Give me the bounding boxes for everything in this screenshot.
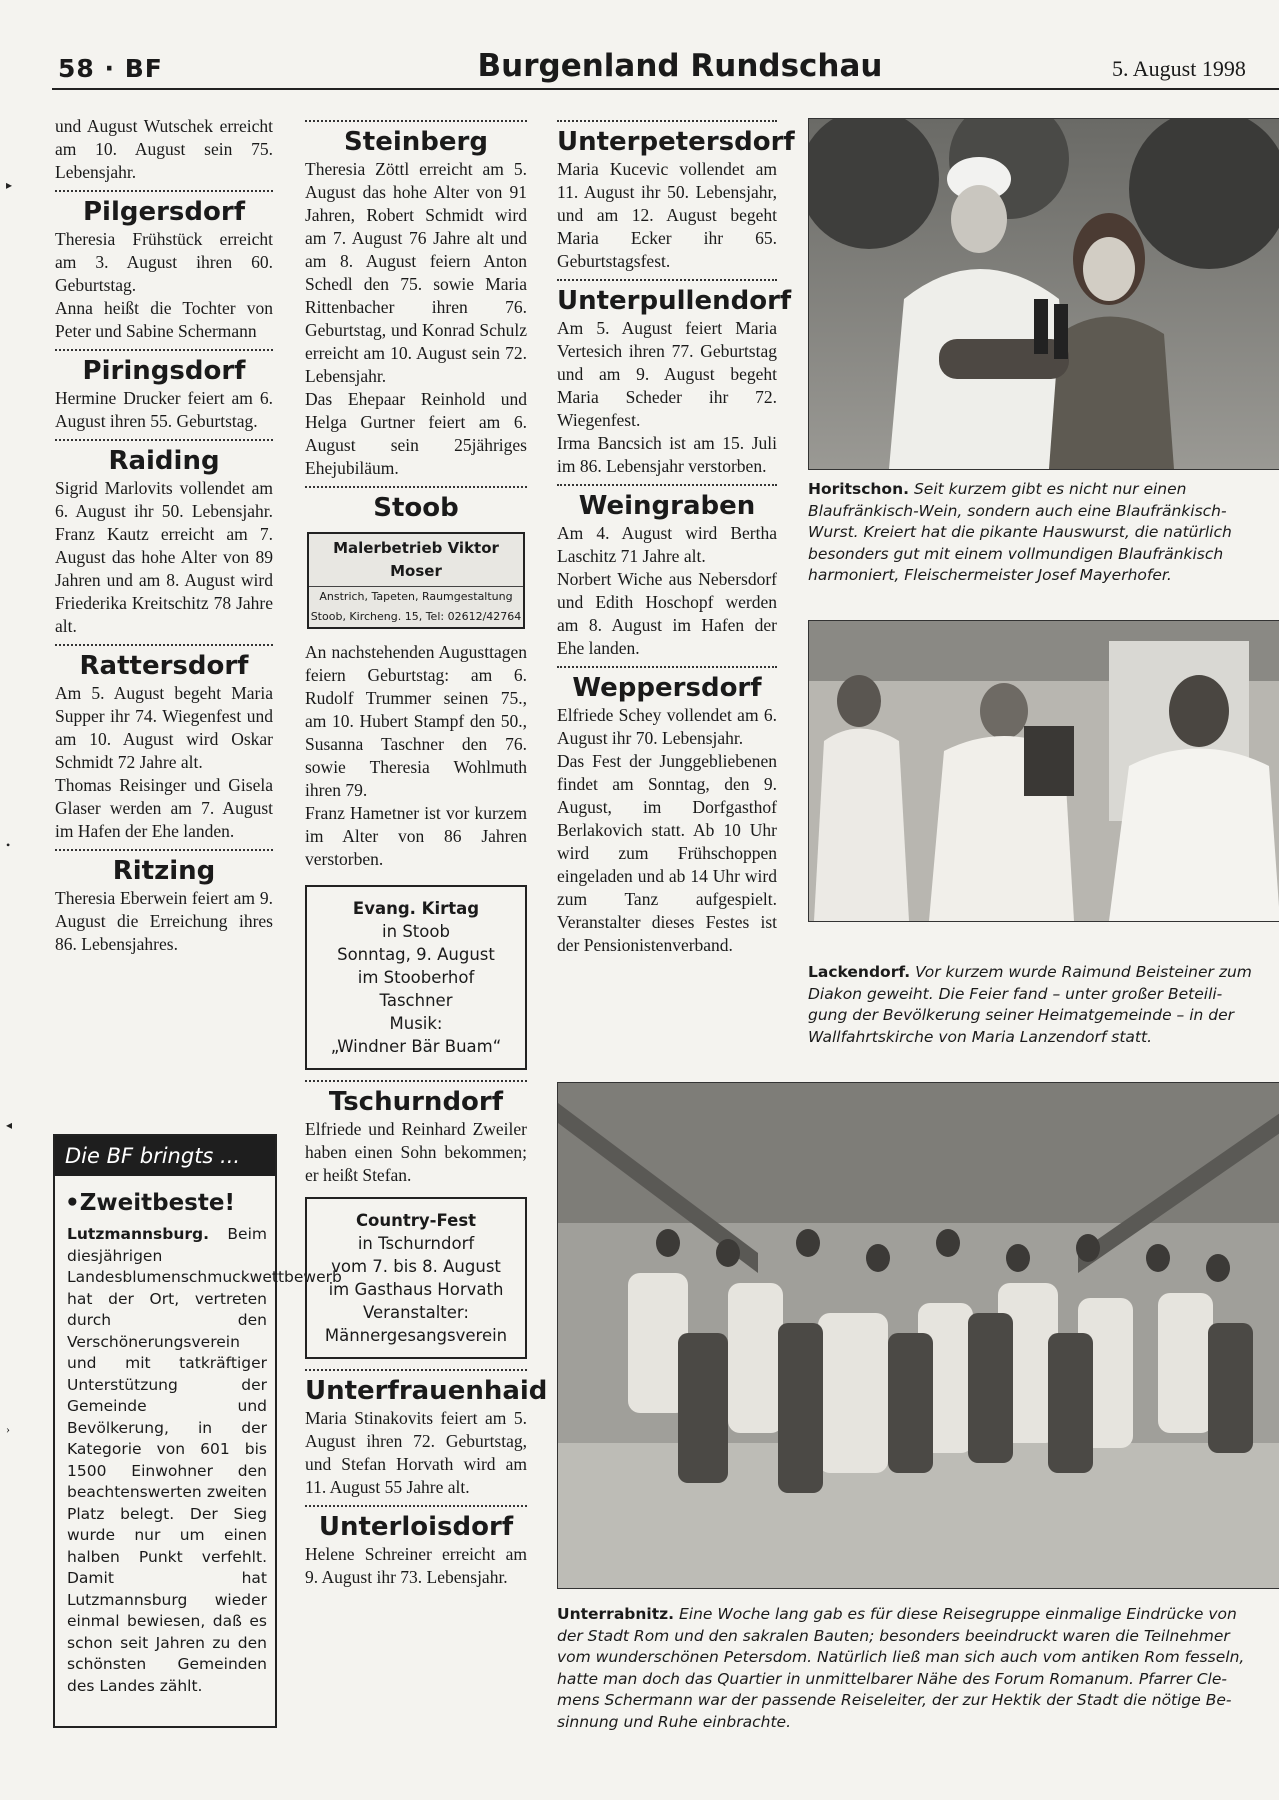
announcement-line: in Tschurndorf	[357, 1234, 475, 1253]
issue-date: 5. August 1998	[1112, 56, 1246, 81]
article-text: Thomas Reisinger und Gisela Glaser werden am 7. August im Hafen der Ehe landen.	[55, 775, 273, 841]
article-text: Irma Bancsich ist am 15. Juli im 86. Lebensjahr verstorben.	[557, 433, 777, 476]
box-title: •Zweitbeste!	[65, 1190, 235, 1216]
announcement-line: Veranstalter:	[363, 1303, 469, 1322]
section-steinberg	[305, 120, 527, 480]
town-heading: Weingraben	[578, 491, 756, 521]
intro-text: und August Wutschek erreicht am 10. August sein 75. Lebensjahr.	[55, 116, 273, 182]
dotted-divider	[55, 644, 273, 646]
column-1	[55, 115, 273, 956]
photo-horitschon	[808, 118, 1279, 470]
caption-line: der Stadt Rom und den sakralen Bauten; besonders beeindruckt waren die Teilnehmer	[557, 1626, 1230, 1645]
caption-line: besonders gut mit einem vollmundigen Blaufränkisch	[808, 544, 1224, 563]
margin-mark: ›	[6, 1422, 10, 1436]
caption-line: vom wunderschönen Petersdom. Natürlich ließ man sich auch vom antiken Rom fesseln,	[557, 1648, 1245, 1666]
article-text: Am 5. August begeht Maria Supper ihr 74. Wiegenfest und am 10. August wird Oskar Schmidt 72 Jahre alt.	[55, 683, 273, 772]
margin-mark: ▸	[6, 178, 13, 192]
town-heading: Rattersdorf	[79, 651, 249, 681]
caption-line: Wallfahrtskirche von Maria Lanzendorf statt.	[808, 1027, 1153, 1046]
ad-services: Anstrich, Tapeten, Raumgestaltung	[319, 590, 513, 603]
section-unterfrauenhaid	[305, 1369, 548, 1499]
bf-bringts-box	[53, 1134, 342, 1728]
column-2	[305, 115, 548, 1589]
dotted-divider	[55, 439, 273, 441]
article-text: Theresia Eberwein feiert am 9. August die Erreichung ihres 86. Lebensjahres.	[55, 888, 273, 954]
article-text: Franz Hametner ist vor kurzem im Alter von 86 Jahren verstorben.	[305, 803, 527, 869]
caption-lead: Horitschon.	[808, 480, 910, 498]
dotted-divider	[305, 1505, 527, 1507]
caption-line: Eine Woche lang gab es für diese Reisegruppe einmalige Eindrücke von	[679, 1605, 1237, 1623]
caption-lead: Unterrabnitz.	[557, 1605, 675, 1623]
caption-horitschon	[808, 479, 1279, 587]
photo-butcher-and-woman	[809, 119, 1279, 469]
photo-deacon-ordination	[809, 621, 1279, 921]
section-ritzing	[55, 849, 273, 956]
caption-line: Wurst. Kreiert hat die pikante Hauswurst, die natürlich	[808, 523, 1232, 541]
town-heading: Raiding	[108, 446, 220, 476]
article-text: Maria Kucevic vollendet am 11. August ihr 50. Lebensjahr, und am 12. August begeht Maria Ecker ihr 65. Geburtstagsfest.	[557, 159, 777, 271]
page-number: 58 · BF	[58, 54, 163, 83]
dotted-divider	[557, 120, 777, 122]
section-unterpetersdorf	[557, 120, 795, 273]
caption-line: Diakon geweiht. Die Feier fand – unter großer Beteili-	[808, 984, 1223, 1003]
article-text: Elfriede Schey vollendet am 6. August ihr 70. Lebensjahr.	[557, 705, 777, 748]
section-unterloisdorf	[305, 1505, 527, 1589]
section-stoob	[305, 486, 527, 871]
section-piringsdorf	[55, 349, 273, 433]
section-tschurndorf	[305, 1080, 527, 1187]
town-heading: Pilgersdorf	[82, 197, 246, 227]
town-heading: Tschurndorf	[328, 1087, 504, 1117]
photo-travel-group	[558, 1083, 1279, 1588]
box-lead: Lutzmannsburg.	[67, 1225, 210, 1243]
announcement-line: im Gasthaus Horvath	[328, 1280, 504, 1299]
town-heading: Stoob	[373, 493, 459, 523]
article-text: Sigrid Marlovits vollendet am 6. August ihr 50. Lebensjahr. Franz Kautz erreicht am 7. August das hohe Alter von 89 Jahren und am 8. August wird Friederika Kreitschitz 78 Jahre alt.	[55, 478, 273, 636]
kirtag-announcement	[305, 885, 527, 1070]
caption-line: Seit kurzem gibt es nicht nur einen	[913, 480, 1187, 498]
announcement-line: Männergesangsverein	[324, 1326, 508, 1345]
article-text: Theresia Zöttl erreicht am 5. August das hohe Alter von 91 Jahren, Robert Schmidt wird am 7. August 76 Jahre alt und am 8. August feiern Anton Schedl den 75. sowie Maria Rittenbacher ihren 76. Geburtstag, und Konrad Schulz erreicht am 10. August sein 72. Lebensjahr.	[305, 159, 527, 386]
article-text: Helene Schreiner erreicht am 9. August ihr 73. Lebensjahr.	[305, 1544, 527, 1587]
town-heading: Weppersdorf	[572, 673, 762, 703]
town-heading: Unterloisdorf	[318, 1512, 514, 1542]
article-text: Theresia Frühstück erreicht am 3. August ihren 60. Geburtstag.	[55, 229, 273, 295]
article-text: Das Ehepaar Reinhold und Helga Gurtner feiert am 6. August sein 25jähriges Ehejubiläum.	[305, 389, 527, 478]
caption-line: sinnung und Ruhe einbrachte.	[557, 1712, 791, 1731]
country-fest-announcement	[305, 1197, 527, 1359]
advertisement-moser	[307, 532, 525, 629]
section-weppersdorf	[557, 666, 777, 957]
ad-company-name: Malerbetrieb Viktor Moser	[309, 534, 523, 587]
article-text: Elfriede und Reinhard Zweiler haben einen Sohn bekommen; er heißt Stefan.	[305, 1119, 527, 1185]
article-text: Anna heißt die Tochter von Peter und Sabine Schermann	[55, 298, 273, 341]
section-unterpullendorf	[557, 279, 792, 478]
announcement-line: in Stoob	[382, 922, 450, 941]
article-text: Am 5. August feiert Maria Vertesich ihren 77. Geburtstag und am 9. August begeht Maria Scheder ihr 72. Wiegenfest.	[557, 318, 777, 430]
town-heading: Steinberg	[344, 127, 488, 157]
town-heading: Piringsdorf	[82, 356, 246, 386]
dotted-divider	[55, 349, 273, 351]
dotted-divider	[305, 120, 527, 122]
article-text: Maria Stinakovits feiert am 5. August ihren 72. Geburtstag, und Stefan Horvath wird am 11. August 55 Jahre alt.	[305, 1408, 527, 1497]
article-text: Am 4. August wird Bertha Laschitz 71 Jahre alt.	[557, 523, 777, 566]
announcement-line: vom 7. bis 8. August	[331, 1257, 501, 1276]
box-heading: Die BF bringts ...	[55, 1136, 275, 1176]
section-pilgersdorf	[55, 190, 273, 343]
caption-unterrabnitz	[557, 1604, 1279, 1733]
caption-lead: Lackendorf.	[808, 963, 911, 981]
caption-lackendorf	[808, 962, 1279, 1048]
header-rule	[52, 88, 1279, 90]
dotted-divider	[55, 849, 273, 851]
announcement-line: „Windner Bär Buam“	[330, 1037, 502, 1056]
announcement-line: Musik:	[389, 1014, 443, 1033]
caption-line: Vor kurzem wurde Raimund Beisteiner zum	[915, 963, 1252, 981]
town-heading: Unterpullendorf	[557, 286, 792, 316]
column-3	[557, 115, 795, 957]
margin-mark: •	[6, 838, 11, 852]
photo-lackendorf	[808, 620, 1279, 922]
section-rattersdorf	[55, 644, 273, 843]
announcement-title: Country-Fest	[355, 1211, 477, 1230]
section-raiding	[55, 439, 273, 638]
dotted-divider	[557, 484, 777, 486]
caption-line: gung der Bevölkerung seiner Heimatgemeinde – in der	[808, 1006, 1235, 1024]
article-text: Norbert Wiche aus Nebersdorf und Edith Hoschopf werden am 8. August im Hafen der Ehe landen.	[557, 569, 777, 658]
ad-address: Stoob, Kircheng. 15, Tel: 02612/42764	[310, 610, 522, 623]
article-text: Hermine Drucker feiert am 6. August ihren 55. Geburtstag.	[55, 388, 273, 431]
announcement-line: Taschner	[379, 991, 453, 1010]
dotted-divider	[557, 666, 777, 668]
article-text: An nachstehenden Augusttagen feiern Geburtstag: am 6. Rudolf Trummer seinen 75., am 10. Hubert Stampf den 50., Susanna Taschner den 76. sowie Theresia Wohlmuth ihren 79.	[305, 642, 527, 800]
box-text: Beim diesjährigen Landesblumenschmuckwettbewerb hat der Ort, vertreten durch den Verschönerungsverein und mit tatkräftiger Unterstützung der Gemeinde und Bevölkerung, in der Kategorie von 601 bis 1500 Einwohner den beachtenswerten zweiten Platz belegt. Der Sieg wurde nur um einen halben Punkt verfehlt. Damit hat Lutzmannsburg wieder einmal bewiesen, daß es schon seit Jahren zu den schönsten Gemeinden des Landes zählt.	[67, 1225, 342, 1695]
section-weingraben	[557, 484, 777, 660]
announcement-title: Evang. Kirtag	[352, 899, 480, 918]
caption-line: mens Schermann war der passende Reiseleiter, der zur Hektik der Stadt die nötige Be-	[557, 1691, 1232, 1709]
dotted-divider	[305, 486, 527, 488]
newspaper-title: Burgenland Rundschau	[477, 48, 883, 84]
photo-unterrabnitz	[557, 1082, 1279, 1589]
article-text: Das Fest der Junggebliebenen findet am Sonntag, den 9. August, im Dorfgasthof Berlakovich statt. Ab 10 Uhr wird zum Frühschoppen eingeladen und ab 14 Uhr wird zum Tanz aufgespielt. Veranstalter dieses Festes ist der Pensionistenverband.	[557, 751, 777, 955]
caption-line: Blaufränkisch-Wein, sondern auch eine Blaufränkisch-	[808, 501, 1227, 520]
dotted-divider	[55, 190, 273, 192]
dotted-divider	[557, 279, 777, 281]
caption-line: hatte man doch das Quartier in unmittelbarer Nähe des Forum Romanum. Pfarrer Cle-	[557, 1669, 1227, 1688]
town-heading: Unterpetersdorf	[557, 127, 795, 157]
caption-line: harmoniert, Fleischermeister Josef Mayerhofer.	[808, 566, 1172, 584]
announcement-line: Sonntag, 9. August	[337, 945, 495, 964]
announcement-line: im Stooberhof	[357, 968, 475, 987]
dotted-divider	[305, 1369, 527, 1371]
town-heading: Unterfrauenhaid	[305, 1376, 548, 1406]
margin-mark: ◂	[6, 1118, 13, 1132]
town-heading: Ritzing	[112, 856, 216, 886]
dotted-divider	[305, 1080, 527, 1082]
box-body	[67, 1224, 342, 1697]
